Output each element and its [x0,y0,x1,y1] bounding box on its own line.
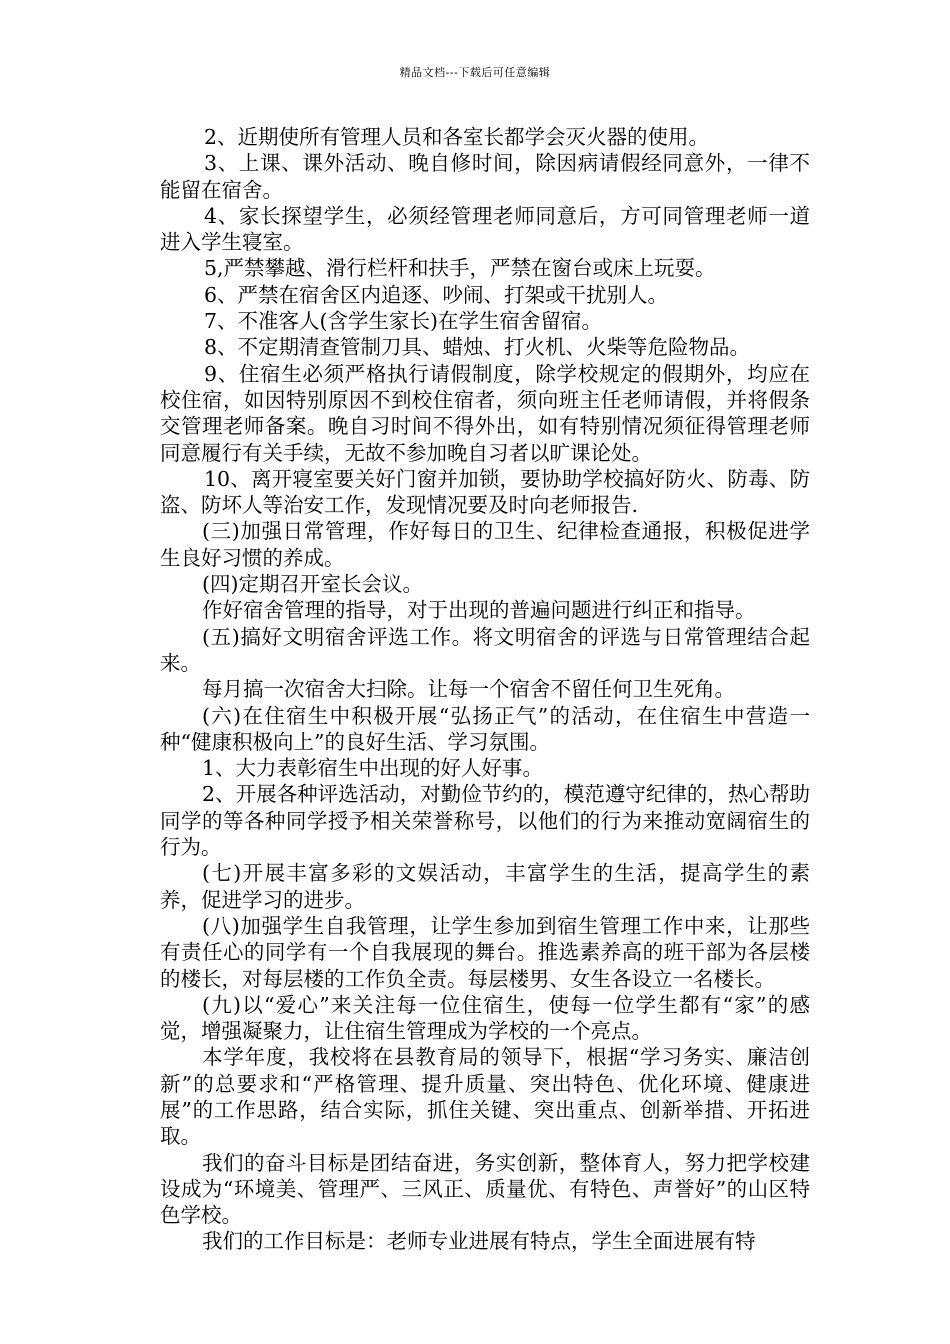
paragraph: 6、严禁在宿舍区内追逐、吵闹、打架或干扰别人。 [204,282,669,307]
paragraph: 9、住宿生必须严格执行请假制度，除学校规定的假期外，均应在校住宿，如因特别原因不到校住宿者，须向班主任老师请假，并将假条交管理老师备案。晚自习时间不得外出，如有特别情况须征得管理老师同意履行有关手续，无故不参加晚自习者以旷课论处。 [160,361,810,465]
paragraph: 10、离开寝室要关好门窗并加锁，要协助学校搞好防火、防毒、防盗、防坏人等治安工作，发现情况要及时向老师报告. [160,466,810,518]
paragraph: 2、近期使所有管理人员和各室长都学会灭火器的使用。 [204,125,710,149]
paragraph: (五)搞好文明宿舍评选工作。将文明宿舍的评选与日常管理结合起来。 [160,624,810,675]
paragraph: 1、大力表彰宿生中出现的好人好事。 [202,756,544,781]
paragraph: 7、不准客人(含学生家长)在学生宿舍留宿。 [204,309,603,334]
paragraph: (四)定期召开室长会议。 [202,572,423,597]
paragraph: 4、家长探望学生，必须经管理老师同意后，方可同管理老师一道进入学生寝室。 [160,203,810,255]
page-header: 精品文档---下载后可任意编辑 [399,66,551,79]
paragraph: (三)加强日常管理，作好每日的卫生、纪律检查通报，积极促进学生良好习惯的养成。 [160,519,810,570]
paragraph: 3、上课、课外活动、晚自修时间，除因病请假经同意外，一律不能留在宿舍。 [160,151,810,202]
paragraph: 2、开展各种评选活动，对勤俭节约的，模范遵守纪律的，热心帮助同学的等各种同学授予相关荣誉称号，以他们的行为来推动宽阔宿生的行为。 [160,782,810,860]
paragraph: (六)在住宿生中积极开展“弘扬正气”的活动，在住宿生中营造一种“健康积极向上”的良好生活、学习氛围。 [160,703,810,754]
paragraph: (八)加强学生自我管理，让学生参加到宿生管理工作中来，让那些有责任心的同学有一个自我展现的舞台。推选素养高的班干部为各层楼的楼长，对每层楼的工作负全责。每层楼男、女生各设立一名楼长。 [160,913,810,991]
paragraph: 我们的奋斗目标是团结奋进，务实创新，整体育人，努力把学校建设成为“环境美、管理严、三风正、质量优、有特色、声誉好”的山区特色学校。 [160,1150,810,1228]
document-body [160,124,810,1255]
paragraph: 本学年度，我校将在县教育局的领导下，根据“学习务实、廉洁创新”的总要求和“严格管理、提升质量、突出特色、优化环境、健康进展”的工作思路，结合实际，抓住关键、突出重点、创新举措、开拓进取。 [160,1045,810,1149]
paragraph: (七)开展丰富多彩的文娱活动，丰富学生的生活，提高学生的素养，促进学习的进步。 [160,861,810,912]
paragraph: (九)以“爱心”来关注每一位住宿生，使每一位学生都有“家”的感觉，增强凝聚力，让住宿生管理成为学校的一个亮点。 [160,992,810,1044]
paragraph: 作好宿舍管理的指导，对于出现的普遍问题进行纠正和指导。 [202,598,756,623]
paragraph: 我们的工作目标是：老师专业进展有特点，学生全面进展有特 [202,1229,756,1254]
paragraph: 8、不定期清查管制刀具、蜡烛、打火机、火柴等危险物品。 [204,335,751,360]
paragraph: 每月搞一次宿舍大扫除。让每一个宿舍不留任何卫生死角。 [202,677,735,702]
paragraph: 5,严禁攀越、滑行栏杆和扶手，严禁在窗台或床上玩耍。 [204,256,716,281]
